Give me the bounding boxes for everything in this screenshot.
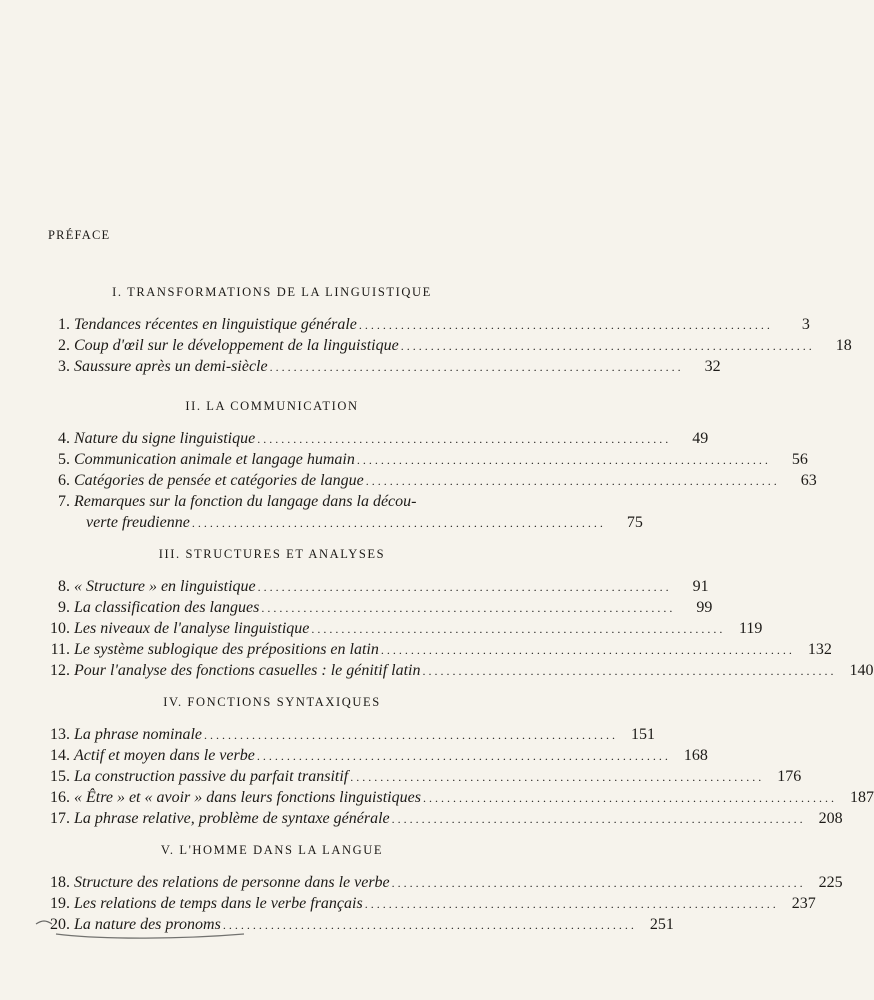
section-2 [48, 396, 817, 533]
entry-number: 11. [50, 641, 70, 658]
toc-entry[interactable] [48, 787, 874, 808]
entry-page: 237 [791, 895, 816, 912]
leader-dots [379, 640, 792, 661]
entry-page: 132 [807, 641, 832, 658]
entry-number: 16. [50, 789, 70, 806]
entry-number: 18. [50, 874, 70, 891]
entry-title: La phrase relative, problème de syntaxe générale [74, 810, 390, 827]
entry-number: 6. [58, 472, 70, 489]
entry-title: Nature du signe linguistique [74, 430, 256, 447]
leader-dots [364, 471, 777, 492]
entry-number: 13. [50, 726, 70, 743]
entry-title: Coup d'œil sur le développement de la linguistique [74, 337, 399, 354]
entry-page: 225 [818, 874, 843, 891]
entry-number: 5. [58, 451, 70, 468]
toc-entry[interactable] [48, 745, 708, 766]
entry-number: 7. [58, 493, 70, 510]
entry-title: « Être » et « avoir » dans leurs fonctions linguistiques [74, 789, 421, 806]
leader-dots [255, 429, 668, 450]
leader-dots [309, 619, 722, 640]
leader-dots [390, 809, 803, 830]
toc-entry[interactable] [48, 449, 808, 470]
leader-dots [357, 315, 770, 336]
entry-title-line2: verte freudienne [86, 514, 190, 531]
entry-title: Saussure après un demi-siècle [74, 358, 268, 375]
entry-title: La classification des langues [74, 599, 260, 616]
entry-title: Actif et moyen dans le verbe [74, 747, 255, 764]
entry-number: 20. [50, 916, 70, 933]
entry-title: La phrase nominale [74, 726, 202, 743]
entry-number: 9. [58, 599, 70, 616]
entry-page: 119 [738, 620, 763, 637]
entry-title: Les niveaux de l'analyse linguistique [74, 620, 310, 637]
entry-page: 251 [649, 916, 674, 933]
entry-title: Tendances récentes en linguistique générale [74, 316, 357, 333]
section-title: V. L'HOMME DANS LA LANGUE [160, 843, 384, 857]
entry-number: 10. [50, 620, 70, 637]
toc-entry[interactable] [48, 618, 763, 639]
entry-page: 151 [631, 726, 655, 743]
entry-page: 3 [801, 316, 810, 333]
entry-number: 3. [58, 358, 70, 375]
entry-page: 91 [692, 578, 709, 595]
section-title: II. LA COMMUNICATION [185, 399, 359, 413]
entry-page: 32 [704, 358, 721, 375]
toc-entry[interactable] [48, 428, 709, 449]
section-title: I. TRANSFORMATIONS DE LA LINGUISTIQUE [112, 285, 432, 299]
entry-number: 8. [58, 578, 70, 595]
entry-page: 208 [818, 810, 843, 827]
entry-page: 56 [791, 451, 808, 468]
entry-page: 187 [849, 789, 874, 806]
entry-page: 140 [849, 662, 874, 679]
entry-title: La nature des pronoms [74, 916, 221, 933]
toc-entry[interactable] [48, 597, 713, 618]
leader-dots [420, 661, 833, 682]
leader-dots [363, 894, 776, 915]
leader-dots [202, 725, 615, 746]
section-3 [48, 544, 874, 681]
show-through-reverse-page [0, 0, 622, 330]
entry-title: Catégories de pensée et catégories de langue [74, 472, 364, 489]
leader-dots [268, 357, 681, 378]
leader-dots [259, 598, 672, 619]
entry-number: 17. [50, 810, 70, 827]
toc-entry[interactable] [48, 314, 810, 335]
toc-entry[interactable] [48, 470, 817, 491]
entry-number: 12. [50, 662, 70, 679]
entry-number: 14. [50, 747, 70, 764]
entry-page: 49 [692, 430, 709, 447]
entry-page: 99 [696, 599, 713, 616]
entry-title: Structure des relations de personne dans le verbe [74, 874, 390, 891]
entry-number: 1. [58, 316, 70, 333]
section-1 [48, 282, 852, 377]
toc-entry[interactable] [48, 872, 843, 893]
toc-entry[interactable] [48, 808, 843, 829]
entry-number: 19. [50, 895, 70, 912]
entry-page: 63 [800, 472, 817, 489]
entry-page: 75 [626, 514, 643, 531]
leader-dots [421, 788, 834, 809]
toc-entry[interactable] [48, 639, 832, 660]
toc-entry[interactable] [48, 491, 643, 533]
toc-entry[interactable] [48, 724, 655, 745]
toc-entry[interactable] [48, 660, 874, 681]
entry-title: La construction passive du parfait transitif [74, 768, 349, 785]
toc-entry[interactable] [48, 766, 802, 787]
leader-dots [390, 873, 803, 894]
entry-page: 168 [683, 747, 708, 764]
pencil-underline-mark [34, 910, 264, 946]
entry-title: Le système sublogique des prépositions en latin [74, 641, 379, 658]
toc-entry[interactable] [48, 576, 709, 597]
entry-page: 18 [835, 337, 852, 354]
section-4 [48, 692, 874, 829]
section-title: III. STRUCTURES ET ANALYSES [158, 547, 386, 561]
entry-title: Les relations de temps dans le verbe français [74, 895, 363, 912]
leader-dots [399, 336, 812, 357]
leader-dots [190, 513, 603, 534]
entry-title: Pour l'analyse des fonctions casuelles : le génitif latin [74, 662, 421, 679]
toc-entry[interactable] [48, 356, 721, 377]
leader-dots [348, 767, 761, 788]
section-title: IV. FONCTIONS SYNTAXIQUES [163, 695, 381, 709]
leader-dots [256, 577, 669, 598]
leader-dots [355, 450, 768, 471]
entry-title: « Structure » en linguistique [74, 578, 256, 595]
entry-number: 4. [58, 430, 70, 447]
entry-page: 176 [777, 768, 802, 785]
entry-number: 2. [58, 337, 70, 354]
entry-number: 15. [50, 768, 70, 785]
leader-dots [221, 915, 634, 936]
entry-title-line1: Remarques sur la fonction du langage dans la décou- [74, 493, 417, 510]
toc-entry[interactable] [48, 335, 852, 356]
entry-title: Communication animale et langage humain [74, 451, 355, 468]
leader-dots [255, 746, 668, 767]
preface-heading: PRÉFACE [48, 228, 111, 242]
